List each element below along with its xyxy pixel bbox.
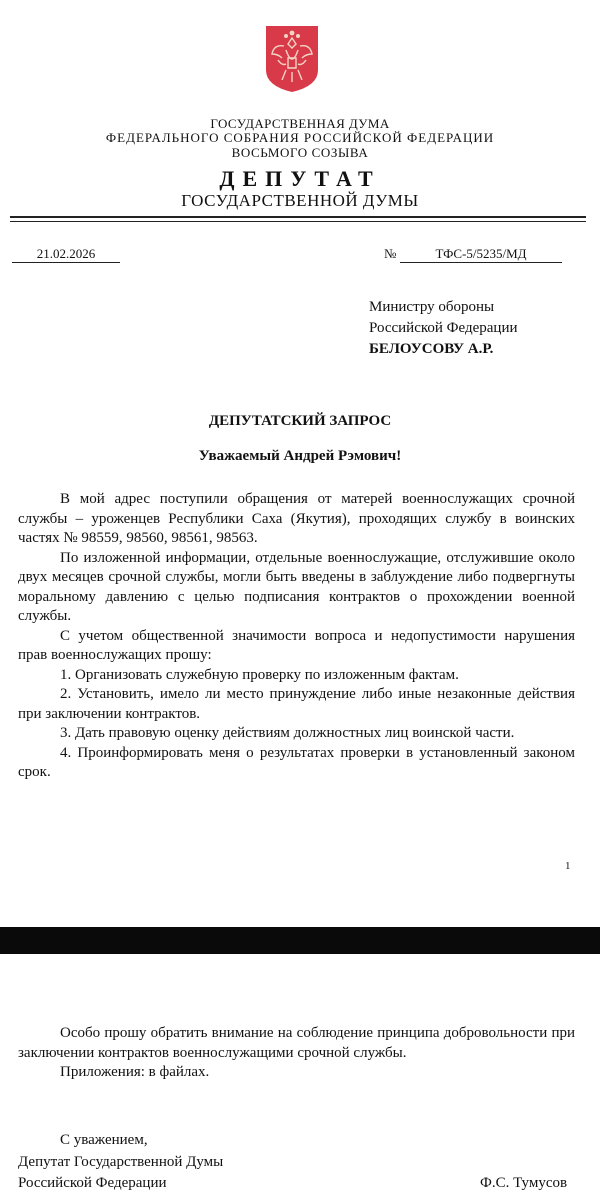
- list-item: 1. Организовать служебную проверку по изложенным фактам.: [60, 666, 459, 683]
- page2-body: [18, 1024, 575, 1083]
- header-line-duma: ГОСУДАРСТВЕННАЯ ДУМА: [210, 116, 390, 131]
- signer-name: Ф.С. Тумусов: [480, 1175, 568, 1191]
- signature-position-line2: Российской Федерации: [18, 1175, 167, 1191]
- number-sign: №: [384, 246, 397, 261]
- addressee-name: БЕЛОУСОВУ А.Р.: [369, 341, 494, 357]
- list-item: 2. Установить, имело ли место принуждение либо иные незаконные действия при заключении контрактов.: [18, 686, 575, 722]
- russian-coat-of-arms-emblem: [264, 24, 320, 94]
- signature-closing: С уважением,: [60, 1132, 148, 1148]
- header-line-convocation: ВОСЬМОГО СОЗЫВА: [231, 145, 369, 160]
- registration-number: ТФС-5/5235/МД: [400, 246, 562, 263]
- request-body: [18, 490, 575, 783]
- attachments-line: Приложения: в файлах.: [60, 1064, 210, 1080]
- paragraph: Особо прошу обратить внимание на соблюдение принципа добровольности при заключении контрактов военнослужащими срочной службы.: [18, 1025, 575, 1061]
- header-line-federal-assembly: ФЕДЕРАЛЬНОГО СОБРАНИЯ РОССИЙСКОЙ ФЕДЕРАЦИИ: [105, 130, 495, 145]
- document-title: ДЕПУТАТСКИЙ ЗАПРОС: [208, 413, 392, 429]
- header-rule-thin: [10, 221, 586, 222]
- page-number: 1: [565, 860, 571, 872]
- paragraph: В мой адрес поступили обращения от матерей военнослужащих срочной службы – уроженцев Республики Саха (Якутия), проходящих службу в воинских частях № 98559, 98560, 98561, 98563.: [18, 491, 575, 546]
- paragraph: С учетом общественной значимости вопроса и недопустимости нарушения прав военнослужащих прошу:: [18, 627, 575, 663]
- greeting: Уважаемый Андрей Рэмович!: [198, 448, 402, 464]
- document-date: 21.02.2026: [12, 246, 120, 263]
- addressee-country: Российской Федерации: [369, 320, 518, 336]
- header-rule-thick: [10, 216, 586, 218]
- addressee-position: Министру обороны: [369, 299, 495, 315]
- signature-position-line1: Депутат Государственной Думы: [18, 1154, 224, 1170]
- list-item: 4. Проинформировать меня о результатах проверки в установленный законом срок.: [18, 744, 575, 780]
- list-item: 3. Дать правовую оценку действиям должностных лиц воинской части.: [60, 725, 515, 741]
- header-title-deputy: ДЕПУТАТ: [219, 166, 381, 191]
- header-title-state-duma: ГОСУДАРСТВЕННОЙ ДУМЫ: [181, 191, 419, 210]
- page-break-divider: [0, 927, 600, 954]
- paragraph: По изложенной информации, отдельные военнослужащие, отслужившие около двух месяцев срочной службы, могли быть введены в заблуждение либо подвергнуты моральному давлению с целью подписания контрактов о прохождении военной службы.: [18, 549, 575, 624]
